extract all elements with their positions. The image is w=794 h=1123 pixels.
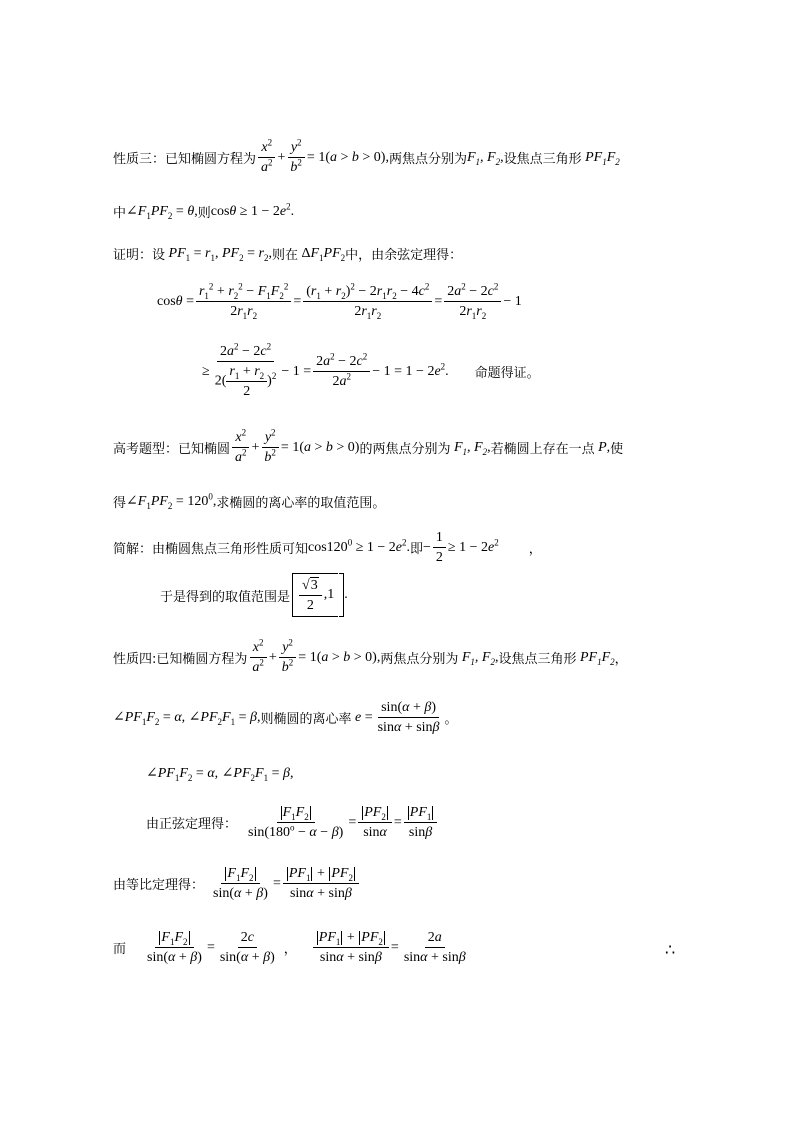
gaokao-mid: 的两焦点分别为 — [359, 442, 451, 457]
proof-conclusion: 命题得证。 — [474, 366, 540, 381]
angles-line: $\angle PF_1F_2 = \alpha$, $\angle PF_2F_1 = \beta$, — [146, 766, 294, 783]
cos-derivation-1: cosθ = $\frac{r_1^2 + r_2^2 - F_1F_2^2}{2r_1r_2}$ = $\frac{(r_1 + r_2)^2 - 2r_1r_2 - 4c^2}{2r_1r_2}$ = $\frac{2a^2 - 2c^2}{2r_1r_2}$ − 1 — [157, 281, 522, 321]
range-prefix: 于是得到的取值范围是 — [160, 589, 291, 605]
p3-ze: 则 — [197, 206, 211, 221]
proof-cosine-law: 中，由余弦定理得： — [345, 248, 463, 263]
p3-eq-condition: = 1(a > b > 0), — [306, 149, 389, 165]
ratio-label: 由等比定理得： — [113, 878, 205, 893]
p4-line2: $\angle PF_1F_2 = \alpha$, $\angle PF_2F_1 = \beta$, 则椭圆的离心率 e = $\frac{\sin(\alpha + \beta)}{\sin\alpha + \sin\beta}$ 。 — [113, 700, 458, 735]
p3-line1: 性质三：已知椭圆方程为 $\frac{x^2}{a^2}$ + $\frac{y^2}{b^2}$ = 1(a > b > 0), 两焦点分别为 $F_1$, $F_2$ , 设焦点三角形 $PF_1F_2$ — [113, 137, 620, 175]
cos-derivation-2: ≥ $2a^2 - 2c^2$ 2( $\frac{r_1 + r_2}{2}$ )$^2$ − 1 = $\frac{2a^2 - 2c^2}{2a^2}$ − $1 = 1 - 2e^2$. 命题得证。 — [202, 341, 540, 399]
jianjie-label: 简解：由椭圆焦点三角形性质可知 — [113, 542, 309, 557]
p3-zhong: 中 — [113, 206, 127, 221]
jianjie-comma: ， — [528, 542, 542, 557]
final-comma: ， — [283, 942, 297, 957]
p4-set-triangle: 设焦点三角形 — [498, 652, 577, 667]
proof-label: 证明：设 — [113, 248, 166, 263]
p4-line1: 性质四:已知椭圆方程为 $\frac{x^2}{a^2}$ + $\frac{y^2}{b^2}$ = 1(a > b > 0), 两焦点分别为 $F_1$, $F_2$ , 设焦点三角形 $PF_1F_2$ ， — [113, 637, 628, 675]
p4-mid: 两焦点分别为 — [380, 652, 459, 667]
final-er: 而 — [113, 942, 127, 957]
gaokao-de: 得 — [113, 496, 127, 511]
proof-triangle: $\Delta F_1PF_2$ — [297, 245, 346, 263]
p3-angle: $\angle F_1PF_2 = \theta$, — [126, 204, 198, 221]
ratio-line: 由等比定理得： $\frac{F_1F_2}{\sin(\alpha + \beta)}$ = $\frac{PF_1 + PF_2}{\sin\alpha + \sin\beta}$ — [113, 866, 361, 901]
p3-result: $\cos\theta \ge 1 - 2e^2$. — [210, 200, 295, 219]
p4-label: 性质四:已知椭圆方程为 — [113, 652, 248, 667]
p3-foci: $F_1$, $F_2$ — [466, 149, 501, 167]
gaokao-ask: 求椭圆的离心率的取值范围。 — [216, 496, 386, 511]
proof-line — [113, 244, 462, 263]
sine-label: 由正弦定理得： — [146, 817, 238, 832]
p3-y2-over-b2: $\frac{y^2}{b^2}$ — [287, 140, 305, 175]
gaokao-label: 高考题型：已知椭圆 — [113, 442, 231, 457]
p3-triangle: $PF_1F_2$ — [581, 149, 620, 167]
p3-line2 — [113, 202, 294, 221]
gaokao-line1: 高考题型：已知椭圆 $\frac{x^2}{a^2}$ + $\frac{y^2}{b^2}$ = 1(a > b > 0) 的两焦点分别为 $F_1$, $F_2$ , 若椭圆上存在一点 P , 使 — [113, 427, 624, 465]
gaokao-exist: 若椭圆上存在一点 — [490, 442, 595, 457]
p3-set-triangle: 设焦点三角形 — [503, 152, 582, 167]
range-line: 于是得到的取值范围是 $\frac{√3}{2}$ ,1 . — [160, 573, 348, 617]
jianjie-line: 简解：由椭圆焦点三角形性质可知 $\cos 120^0 \ge 1 - 2e^2$. 即 − $\frac{1}{2}$ ≥ $1 - 2e^2$ ， — [113, 530, 542, 565]
final-line: 而 $\frac{F_1F_2}{\sin(\alpha + \beta)}$ = $\frac{2c}{\sin(\alpha + \beta)}$ ， $\frac{PF_1 + PF_2}{\sin\alpha + \sin\beta}$ = $\frac{2a}{\sin\alpha + \sin\beta}$ — [113, 930, 466, 965]
jianjie-ji: 即 — [410, 542, 424, 557]
gaokao-shi: 使 — [610, 442, 624, 457]
proof-ze-zai: 则在 — [271, 248, 298, 263]
therefore-symbol: ∴ — [665, 942, 676, 959]
p4-period: 。 — [444, 712, 458, 727]
proof-defs: $PF_1 = r_1$, $PF_2 = r_2$, — [168, 245, 272, 263]
p3-mid: 两焦点分别为 — [388, 152, 467, 167]
gaokao-line2: 得 $\angle F_1PF_2 = 120^0$, 求椭圆的离心率的取值范围。 — [113, 491, 386, 511]
p3-x2-over-a2: $\frac{x^2}{a^2}$ — [258, 140, 276, 175]
p3-label: 性质三：已知椭圆方程为 — [113, 152, 257, 167]
range-bracket: $\frac{√3}{2}$ ,1 — [292, 573, 338, 617]
sine-line: 由正弦定理得： $\frac{F_1F_2}{\sin(180^o - \alpha - \beta)}$ = $\frac{PF_2}{\sin\alpha}$ = $\frac{PF_1}{\sin\beta}$ — [146, 805, 439, 840]
p4-ze: 则椭圆的离心率 — [260, 712, 352, 727]
